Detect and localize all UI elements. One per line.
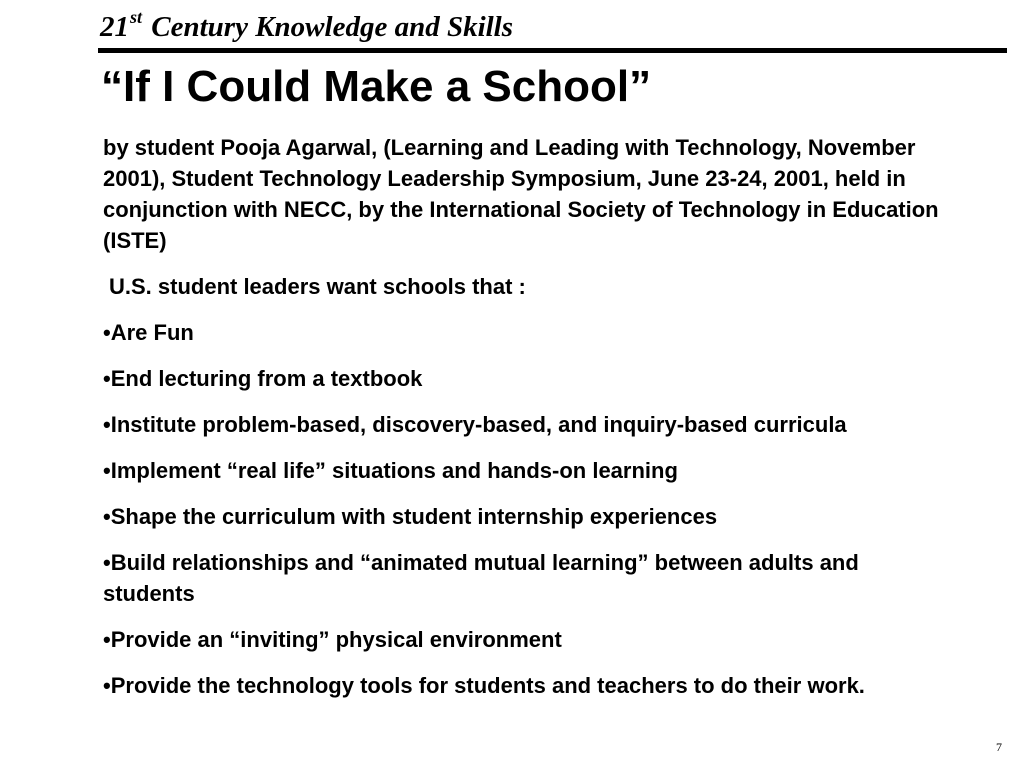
- list-item: [103, 670, 943, 701]
- bullet-marker: •: [103, 550, 111, 575]
- list-item: [103, 501, 943, 532]
- list-item-text: Are Fun: [110, 320, 194, 345]
- bullet-marker: •: [103, 412, 111, 437]
- list-item-text: Shape the curriculum with student internship experiences: [110, 504, 718, 529]
- header-title-number: 21: [100, 11, 129, 43]
- slide-title: “If I Could Make a School”: [101, 62, 652, 111]
- slide-content: [103, 132, 943, 701]
- lead-sentence: U.S. student leaders want schools that :: [109, 274, 526, 299]
- list-item-text: End lecturing from a textbook: [110, 366, 423, 391]
- list-item: [103, 455, 943, 486]
- list-item: [103, 317, 943, 348]
- header-title: [100, 8, 513, 46]
- header-title-text: Century Knowledge and Skills: [151, 11, 514, 43]
- list-item-text: Provide the technology tools for students and teachers to do their work.: [110, 673, 865, 698]
- list-item: [103, 409, 943, 440]
- list-item-text: Implement “real life” situations and hands-on learning: [110, 458, 678, 483]
- page-number: 7: [996, 740, 1002, 754]
- bullet-marker: •: [103, 504, 111, 529]
- list-item-text: Institute problem-based, discovery-based, and inquiry-based curricula: [110, 412, 847, 437]
- bullet-marker: •: [103, 366, 111, 391]
- bullet-marker: •: [103, 320, 111, 345]
- bullet-list: [103, 317, 943, 701]
- header-title-superscript: st: [130, 7, 143, 28]
- list-item: [103, 363, 943, 394]
- intro-paragraph: by student Pooja Agarwal, (Learning and Leading with Technology, November 2001), Student Technology Leadership Symposium, June 23-24, 2001, held in conjunction with NECC, by the International Society of Technology in Education (ISTE): [103, 135, 939, 253]
- bullet-marker: •: [103, 627, 111, 652]
- bullet-marker: •: [103, 673, 111, 698]
- list-item: [103, 547, 943, 609]
- list-item-text: Build relationships and “animated mutual learning” between adults and students: [103, 550, 859, 606]
- list-item-text: Provide an “inviting” physical environment: [110, 627, 562, 652]
- bullet-marker: •: [103, 458, 111, 483]
- list-item: [103, 624, 943, 655]
- header-divider: [98, 48, 1007, 53]
